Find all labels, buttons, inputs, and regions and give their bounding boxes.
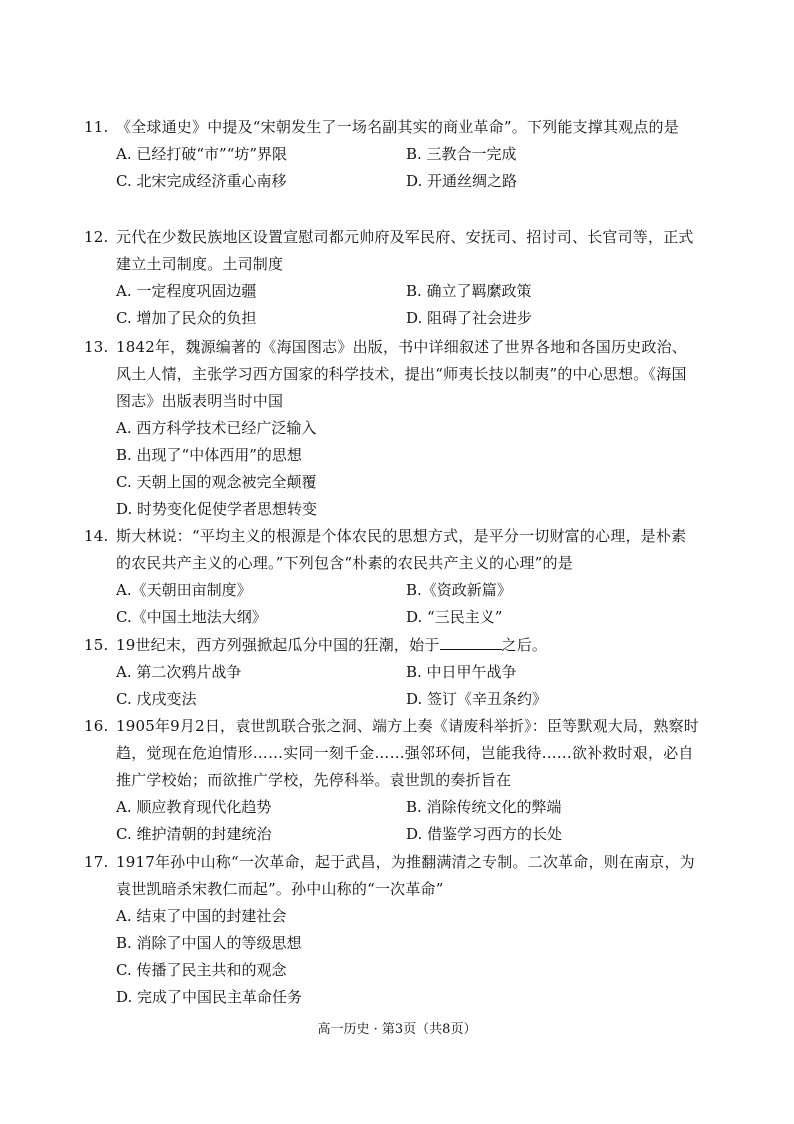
- options: [116, 415, 700, 523]
- question-number: 16.: [84, 717, 109, 735]
- answer-blank: [440, 632, 502, 650]
- option-a: A. 顺应教育现代化趋势: [116, 798, 272, 816]
- option-b: B. 中日甲午战争: [406, 663, 517, 681]
- option-c: C. 维护清朝的封建统治: [116, 825, 272, 843]
- option-a: A. 已经打破“市”“坊”界限: [116, 145, 288, 163]
- option-d: D. 借鉴学习西方的长处: [406, 825, 563, 843]
- options: [116, 903, 700, 1011]
- question-stem: [84, 114, 700, 141]
- question-stem: [84, 224, 700, 278]
- options: [116, 794, 700, 848]
- option-a: A. 西方科学技术已经广泛输入: [116, 419, 317, 437]
- option-c: C. 传播了民主共和的观念: [116, 961, 287, 979]
- option-a: A.《天朝田亩制度》: [116, 581, 252, 599]
- options: [116, 141, 700, 195]
- option-d: D. 完成了中国民主革命任务: [116, 988, 303, 1006]
- option-c: C. 北宋完成经济重心南移: [116, 172, 287, 190]
- question-11: [84, 114, 700, 195]
- question-number: 12.: [84, 228, 109, 246]
- question-text-before: 19世纪末，西方列强掀起瓜分中国的狂潮，始于: [116, 636, 440, 654]
- options: [116, 577, 700, 631]
- option-c: C. 增加了民众的负担: [116, 309, 257, 327]
- option-d: D. 签订《辛丑条约》: [406, 690, 548, 708]
- question-number: 14.: [84, 527, 109, 545]
- option-d: D. 时势变化促使学者思想转变: [116, 500, 318, 518]
- option-a: A. 结束了中国的封建社会: [116, 907, 287, 925]
- question-number: 11.: [84, 118, 109, 136]
- question-text-after: 之后。: [501, 636, 548, 654]
- question-text: 1842年，魏源编著的《海国图志》出版，书中详细叙述了世界各地和各国历史政治、风土人情，主张学习西方国家的科学技术，提出“师夷长技以制夷”的中心思想。《海国图志》出版表明当时中国: [116, 338, 687, 410]
- option-d: D. 开通丝绸之路: [406, 172, 518, 190]
- option-b: B. 确立了羁縻政策: [406, 282, 532, 300]
- question-number: 13.: [84, 338, 109, 356]
- question-12: [84, 224, 700, 332]
- option-a: A. 第二次鸦片战争: [116, 663, 242, 681]
- question-stem: [84, 849, 700, 903]
- options: [116, 278, 700, 332]
- question-17: [84, 849, 700, 1011]
- question-number: 17.: [84, 853, 109, 871]
- option-c: C. 天朝上国的观念被完全颠覆: [116, 473, 317, 491]
- question-text: 斯大林说：“平均主义的根源是个体农民的思想方式，是平分一切财富的心理，是朴素的农民共产主义的心理。”下列包含“朴素的农民共产主义的心理”的是: [116, 527, 687, 572]
- option-c: C.《中国土地法大纲》: [116, 608, 267, 626]
- question-13: [84, 334, 700, 523]
- question-15: [84, 632, 700, 713]
- option-c: C. 戊戌变法: [116, 690, 197, 708]
- option-b: B. 消除了中国人的等级思想: [116, 934, 302, 952]
- question-number: 15.: [84, 636, 109, 654]
- option-a: A. 一定程度巩固边疆: [116, 282, 257, 300]
- question-16: [84, 713, 700, 848]
- option-d: D. “三民主义”: [406, 608, 503, 626]
- question-stem: [84, 632, 700, 659]
- question-stem: [84, 334, 700, 415]
- option-b: B. 出现了“中体西用”的思想: [116, 446, 302, 464]
- question-text: 1905年9月2日，袁世凯联合张之洞、端方上奏《请废科举折》：臣等默观大局，熟察时趋，觉现在危迫情形……实同一刻千金……强邻环伺，岂能我待……欲补救时艰，必自推广学校始；而欲推广学校，先停科举。袁世凯的奏折旨在: [116, 717, 699, 789]
- option-b: B.《资政新篇》: [406, 581, 512, 599]
- option-d: D. 阻碍了社会进步: [406, 309, 533, 327]
- question-text: 1917年孙中山称“一次革命，起于武昌，为推翻满清之专制。二次革命，则在南京，为袁世凯暗杀宋教仁而起”。孙中山称的“一次革命”: [116, 853, 695, 898]
- page-footer: 高一历史 · 第3页（共8页）: [317, 1022, 477, 1037]
- question-14: [84, 523, 700, 631]
- option-b: B. 三教合一完成: [406, 145, 517, 163]
- question-text: 《全球通史》中提及“宋朝发生了一场名副其实的商业革命”。下列能支撑其观点的是: [116, 118, 679, 136]
- option-b: B. 消除传统文化的弊端: [406, 798, 562, 816]
- question-text: 元代在少数民族地区设置宣慰司都元帅府及军民府、安抚司、招讨司、长官司等，正式建立土司制度。土司制度: [116, 228, 694, 273]
- question-stem: [84, 523, 700, 577]
- question-stem: [84, 713, 700, 794]
- options: [116, 659, 700, 713]
